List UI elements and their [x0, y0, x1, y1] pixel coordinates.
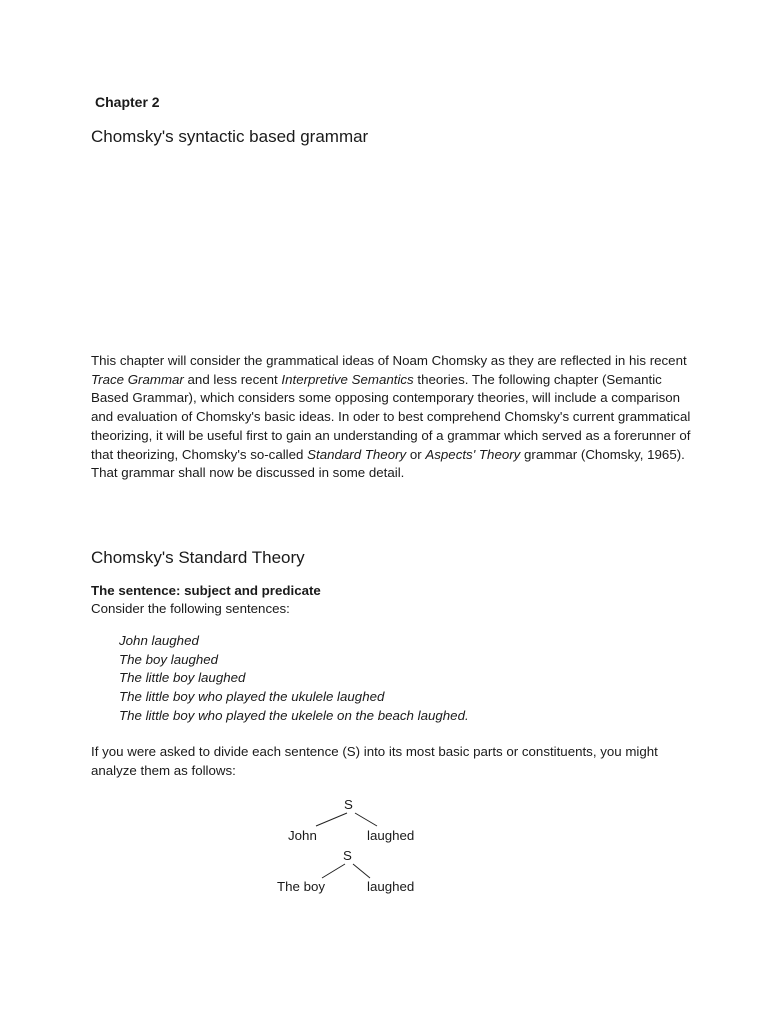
- tree-2-root: S: [343, 848, 352, 863]
- chapter-label: Chapter 2: [95, 94, 160, 110]
- example-sentence: The little boy who played the ukelele on the beach laughed.: [119, 707, 469, 723]
- tree-1-left-branch: [316, 813, 347, 826]
- tree-2-left-node: The boy: [277, 879, 326, 894]
- tree-1-right-node: laughed: [367, 828, 415, 843]
- tree-2-left-branch: [322, 864, 345, 878]
- intro-text: or: [406, 446, 426, 462]
- intro-text: theories. The following chapter (Semantic Based Grammar), which considers some opposing contemporary theories, will include a comparison and evaluation of Chomsky's basic ideas. In oder to best comprehend Chomsky's current grammatical theorizing, it will be useful first to gain an understanding of a grammar which served as a forerunner of that theorizing, Chomsky's so-called: [91, 371, 691, 462]
- tree-1-left-node: John: [288, 828, 317, 843]
- tree-1-right-branch: [355, 813, 377, 826]
- example-sentence: John laughed: [119, 633, 199, 648]
- intro-term-aspects-theory: Aspects' Theory: [425, 446, 521, 462]
- analysis-paragraph: If you were asked to divide each sentence (S) into its most basic parts or constituents, you might analyze them as follows:: [91, 744, 658, 778]
- intro-text: grammar (Chomsky, 1965). That grammar shall now be discussed in some detail.: [91, 446, 685, 481]
- intro-text: and less recent: [183, 371, 282, 387]
- example-sentence: The boy laughed: [119, 651, 219, 667]
- example-sentences: [119, 632, 469, 726]
- intro-term-standard-theory: Standard Theory: [307, 446, 407, 462]
- example-sentence: The little boy laughed: [119, 670, 246, 686]
- chapter-title: Chomsky's syntactic based grammar: [91, 127, 369, 146]
- tree-1-root: S: [344, 797, 353, 812]
- intro-term-trace-grammar: Trace Grammar: [91, 371, 184, 387]
- section-title: Chomsky's Standard Theory: [91, 548, 305, 567]
- example-sentence: The little boy who played the ukulele laughed: [119, 689, 385, 705]
- tree-2-right-node: laughed: [367, 879, 415, 894]
- subsection-title: The sentence: subject and predicate: [91, 583, 321, 598]
- consider-text: Consider the following sentences:: [91, 601, 290, 616]
- tree-2-right-branch: [353, 864, 370, 878]
- intro-paragraph: [91, 352, 691, 483]
- intro-text: This chapter will consider the grammatical ideas of Noam Chomsky as they are reflected in his recent: [91, 353, 687, 368]
- intro-term-interpretive-semantics: Interpretive Semantics: [281, 371, 414, 387]
